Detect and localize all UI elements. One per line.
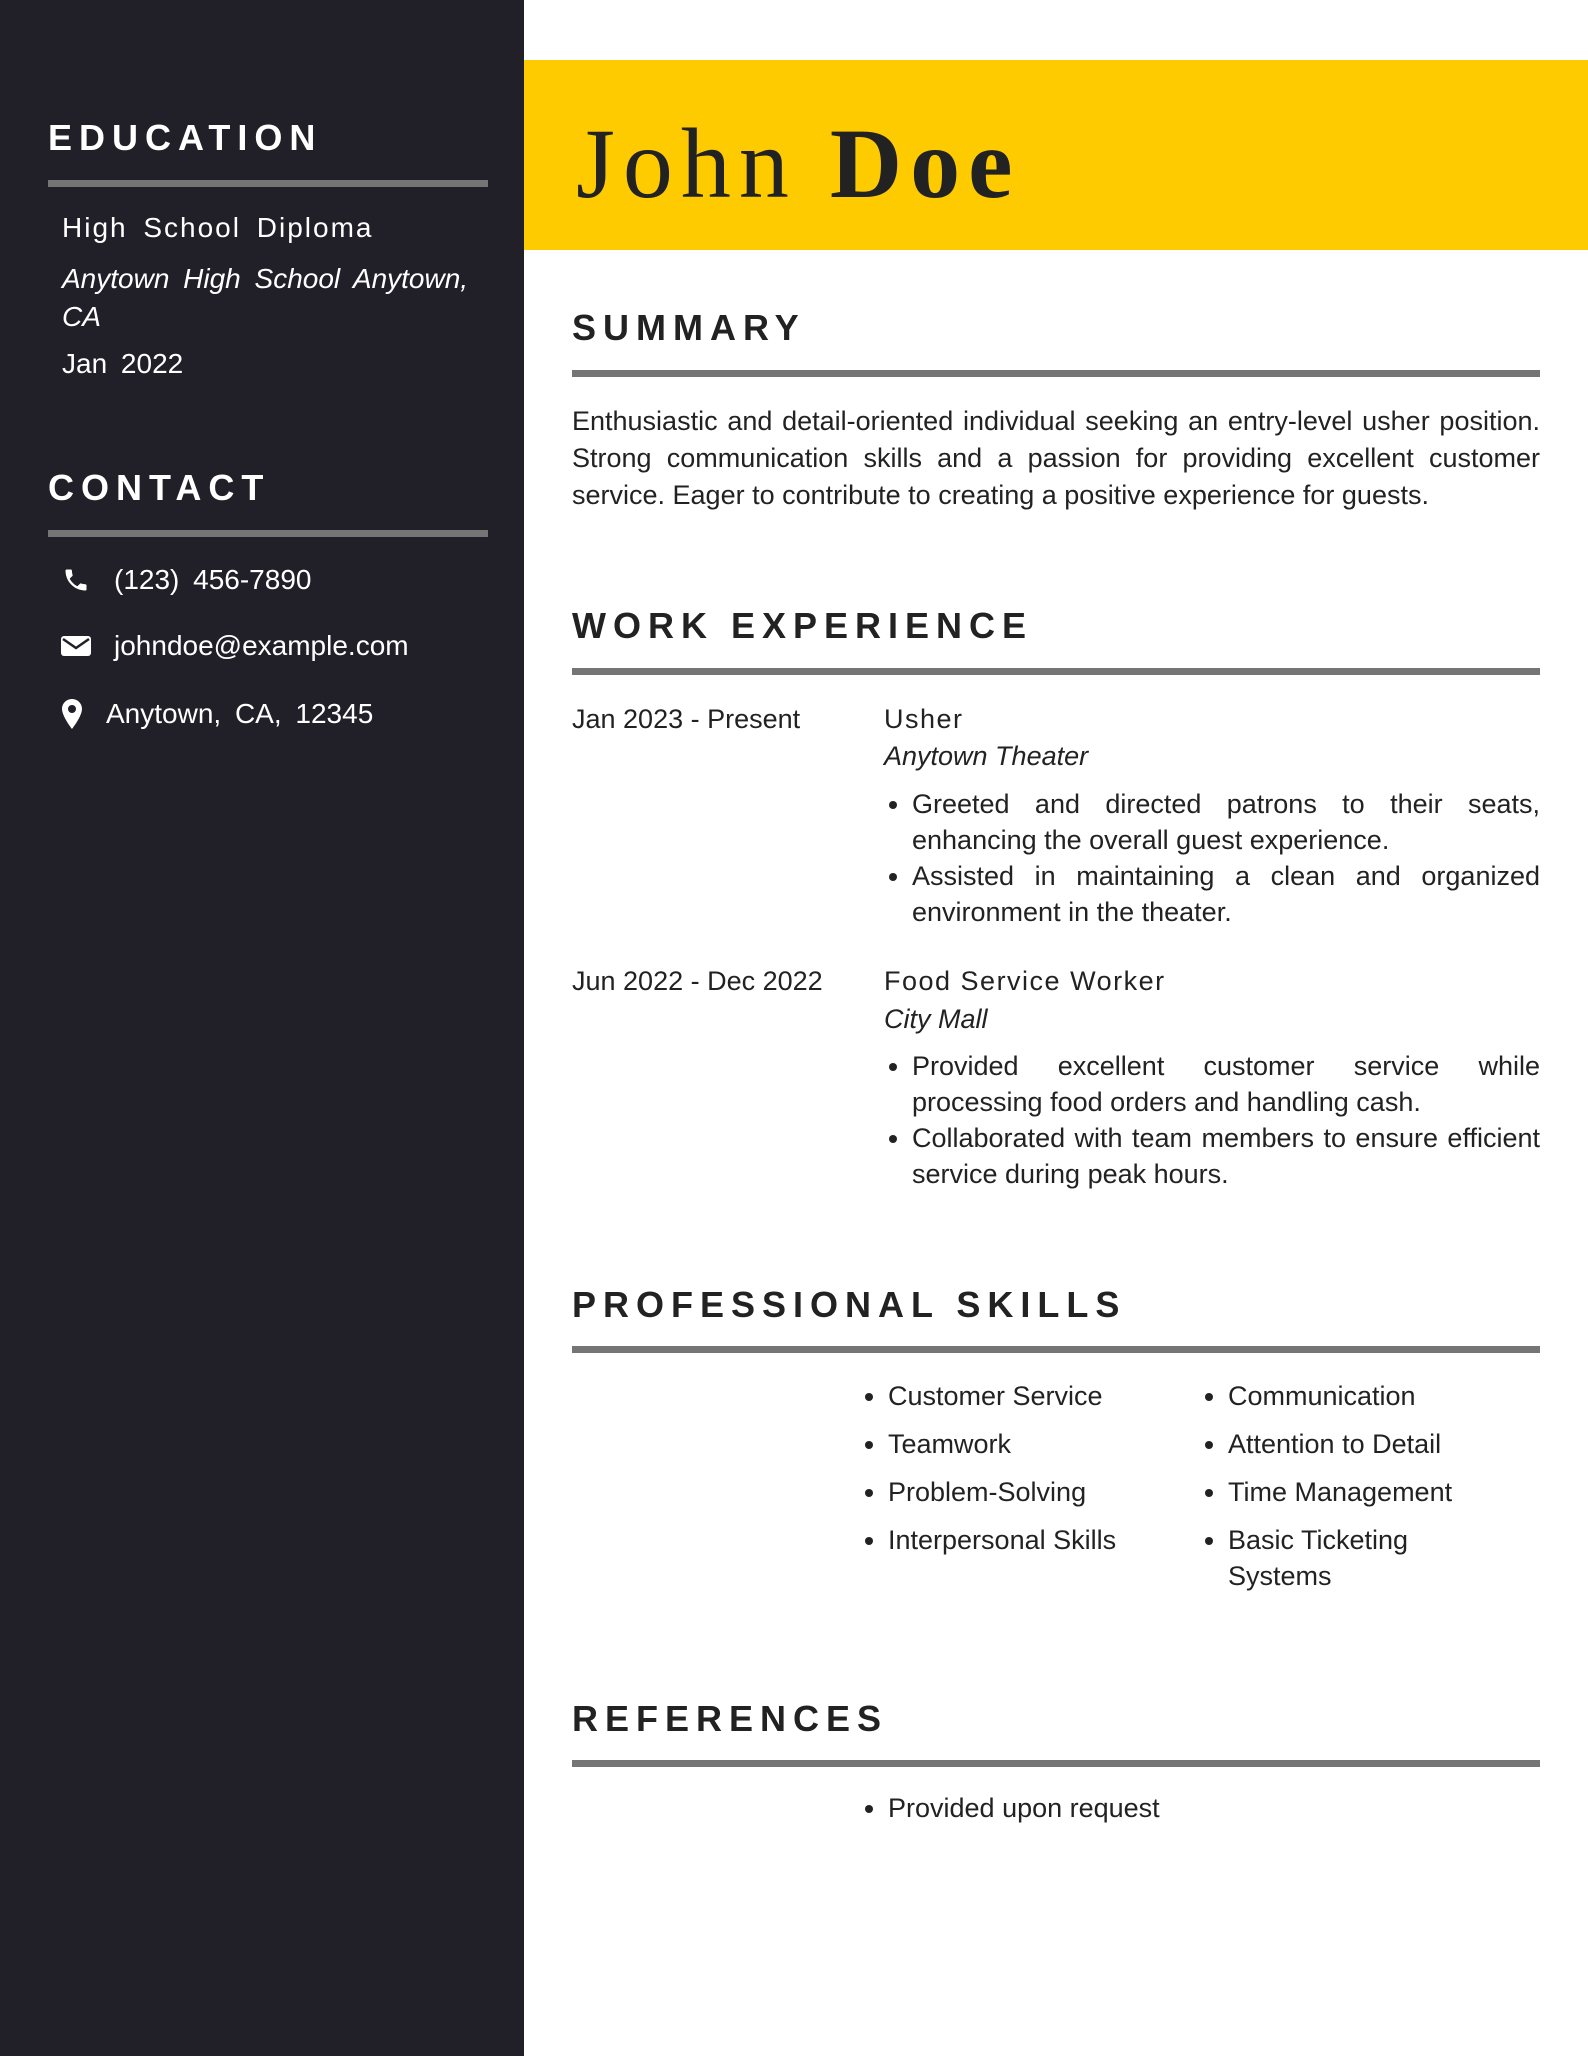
references-heading: REFERENCES — [572, 1698, 889, 1739]
job-bullets — [884, 1048, 1540, 1192]
work-heading: WORK EXPERIENCE — [572, 605, 1034, 646]
education-school: Anytown High School Anytown, CA — [62, 263, 469, 332]
skill-item: • Interpersonal Skills — [888, 1522, 1178, 1558]
sidebar — [0, 0, 524, 2056]
job-bullet: • Collaborated with team members to ensure efficient service during peak hours. — [912, 1120, 1540, 1192]
skill-item: • Time Management — [1228, 1474, 1498, 1510]
map-pin-icon — [60, 698, 84, 730]
job-title: Usher — [884, 704, 964, 734]
education-heading: EDUCATION — [48, 117, 323, 158]
references-divider — [572, 1760, 1540, 1767]
contact-phone-text: (123) 456-7890 — [114, 564, 312, 595]
skill-item: • Teamwork — [888, 1426, 1178, 1462]
name-banner — [524, 60, 1588, 250]
education-date: Jan 2022 — [62, 348, 184, 379]
skills-divider — [572, 1346, 1540, 1353]
work-divider — [572, 668, 1540, 675]
skill-item: • Communication — [1228, 1378, 1498, 1414]
job-bullet: • Greeted and directed patrons to their seats, enhancing the overall guest experience. — [912, 786, 1540, 858]
education-degree: High School Diploma — [62, 212, 374, 243]
contact-email-text: johndoe@example.com — [114, 630, 409, 661]
contact-location-text: Anytown, CA, 12345 — [106, 698, 374, 729]
contact-email — [60, 626, 409, 666]
job-title: Food Service Worker — [884, 966, 1166, 996]
contact-divider — [48, 530, 488, 537]
contact-heading: CONTACT — [48, 467, 271, 508]
phone-icon — [60, 564, 92, 596]
skills-heading: PROFESSIONAL SKILLS — [572, 1284, 1127, 1325]
skill-item: • Basic Ticketing Systems — [1228, 1522, 1468, 1594]
job-company: Anytown Theater — [884, 741, 1089, 771]
reference-item: • Provided upon request — [888, 1790, 1160, 1826]
references-list — [858, 1790, 1160, 1826]
job-date: Jun 2022 - Dec 2022 — [572, 966, 823, 996]
summary-text: Enthusiastic and detail-oriented individual seeking an entry-level usher position. Strong communication skills and a passion for providing excellent customer service. Eager to contribute to creating a positive experience for guests. — [572, 406, 1540, 510]
job-bullets — [884, 786, 1540, 930]
first-name: John — [576, 108, 797, 219]
summary-heading: SUMMARY — [572, 307, 806, 348]
contact-phone — [60, 560, 311, 600]
skills-list-left — [858, 1378, 1178, 1570]
skill-item: • Problem-Solving — [888, 1474, 1178, 1510]
skills-list-right — [1198, 1378, 1498, 1606]
education-divider — [48, 180, 488, 187]
job-date: Jan 2023 - Present — [572, 704, 801, 734]
last-name: Doe — [829, 108, 1021, 219]
contact-location — [60, 694, 373, 734]
job-bullet: • Assisted in maintaining a clean and organized environment in the theater. — [912, 858, 1540, 930]
job-company: City Mall — [884, 1004, 988, 1034]
skill-item: • Attention to Detail — [1228, 1426, 1498, 1462]
skill-item: • Customer Service — [888, 1378, 1178, 1414]
job-bullet: • Provided excellent customer service while processing food orders and handling cash. — [912, 1048, 1540, 1120]
candidate-name — [576, 108, 1021, 219]
summary-divider — [572, 370, 1540, 377]
envelope-icon — [60, 630, 92, 662]
